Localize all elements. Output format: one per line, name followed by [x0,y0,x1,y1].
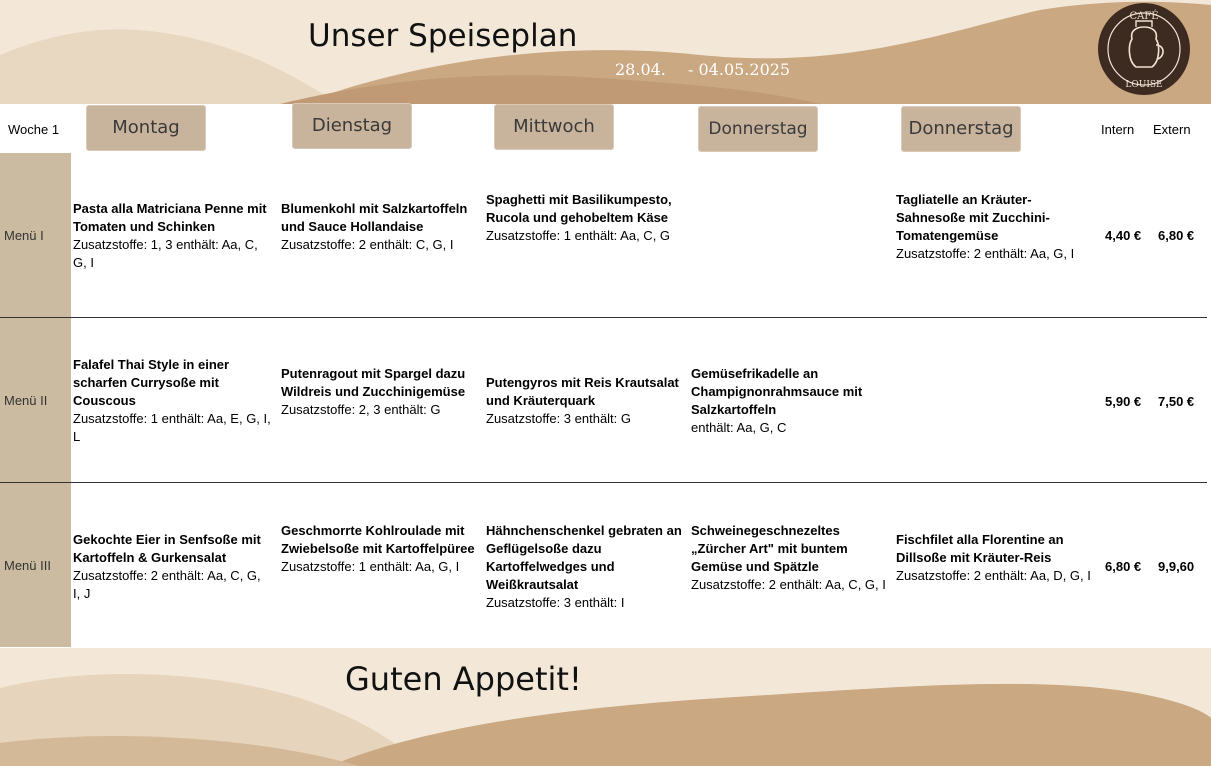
menu-cell: Gekochte Eier in Senfsoße mit Kartoffeln & Gurkensalat Zusatzstoffe: 2 enthält: Aa, C, G, I, J [73,532,261,601]
menu-cell: Geschmorrte Kohlroulade mit Zwiebelsoße mit Kartoffelpüree Zusatzstoffe: 1 enthält: Aa, G, I [281,523,475,574]
menu-cell: Spaghetti mit Basilikumpesto, Rucola und gehobeltem Käse Zusatzstoffe: 1 enthält: Aa, C, G [486,192,672,243]
price-intern: 6,80 € [1105,559,1142,574]
page-title: Unser Speiseplan [308,18,578,54]
menu-cell: Falafel Thai Style in einer scharfen Currysoße mit Couscous Zusatzstoffe: 1 enthält: Aa, E, G, I, L [73,357,271,444]
price-intern: 4,40 € [1105,228,1142,243]
menu-cell: Pasta alla Matriciana Penne mit Tomaten und Schinken Zusatzstoffe: 1, 3 enthält: Aa, C, G, I [73,201,267,270]
week-label: Woche 1 [8,122,60,137]
price-header-intern: Intern [1101,122,1135,137]
price-intern: 5,90 € [1105,394,1142,409]
menu-cell: Blumenkohl mit Salzkartoffeln und Sauce Hollandaise Zusatzstoffe: 2 enthält: C, G, I [281,201,468,252]
menu-cell: Tagliatelle an Kräuter-Sahnesoße mit Zucchini-Tomatengemüse Zusatzstoffe: 2 enthält: Aa, G, I [896,192,1075,261]
menu-row-label: Menü III [0,483,71,647]
header-background [0,0,1211,104]
price-extern: 9,9,60 [1158,559,1195,574]
menu-row-label: Menü I [0,153,71,317]
day-tab-donnerstag: Donnerstag [699,107,817,151]
price-extern: 6,80 € [1158,228,1195,243]
menu-cell: Gemüsefrikadelle an Champignonrahmsauce mit Salzkartoffeln enthält: Aa, G, C [691,366,863,435]
menu-cell: Putenragout mit Spargel dazu Wildreis und Zucchinigemüse Zusatzstoffe: 2, 3 enthält: G [281,366,466,417]
row-divider [0,317,1207,318]
footer-greeting: Guten Appetit! [345,660,582,698]
price-extern: 7,50 € [1158,394,1195,409]
cafe-louise-logo [1096,1,1192,97]
svg-text:LOUISE: LOUISE [1125,80,1163,90]
menu-cell: Fischfilet alla Florentine an Dillsoße mit Kräuter-Reis Zusatzstoffe: 2 enthält: Aa, D, G, I [896,532,1091,583]
day-tab-montag: Montag [87,106,205,150]
menu-cell: Putengyros mit Reis Krautsalat und Kräuterquark Zusatzstoffe: 3 enthält: G [486,375,679,426]
date-range-end: - 04.05.2025 [688,60,791,79]
footer-background [0,648,1211,766]
date-range-start: 28.04. [615,60,666,79]
row-divider [0,482,1207,483]
day-tab-freitag: Donnerstag [902,107,1020,151]
price-header-extern: Extern [1153,122,1191,137]
menu-row-label: Menü II [0,318,71,482]
svg-text:CAFÉ: CAFÉ [1129,11,1159,22]
menu-cell: Schweinegeschnezeltes „Zürcher Art" mit buntem Gemüse und Spätzle Zusatzstoffe: 2 enthält: Aa, C, G, I [691,523,886,592]
day-tab-dienstag: Dienstag [293,104,411,148]
day-tab-mittwoch: Mittwoch [495,105,613,149]
menu-cell: Hähnchenschenkel gebraten an Geflügelsoße dazu Kartoffelwedges und Weißkrautsalat Zusatzstoffe: 3 enthält: I [486,523,682,610]
